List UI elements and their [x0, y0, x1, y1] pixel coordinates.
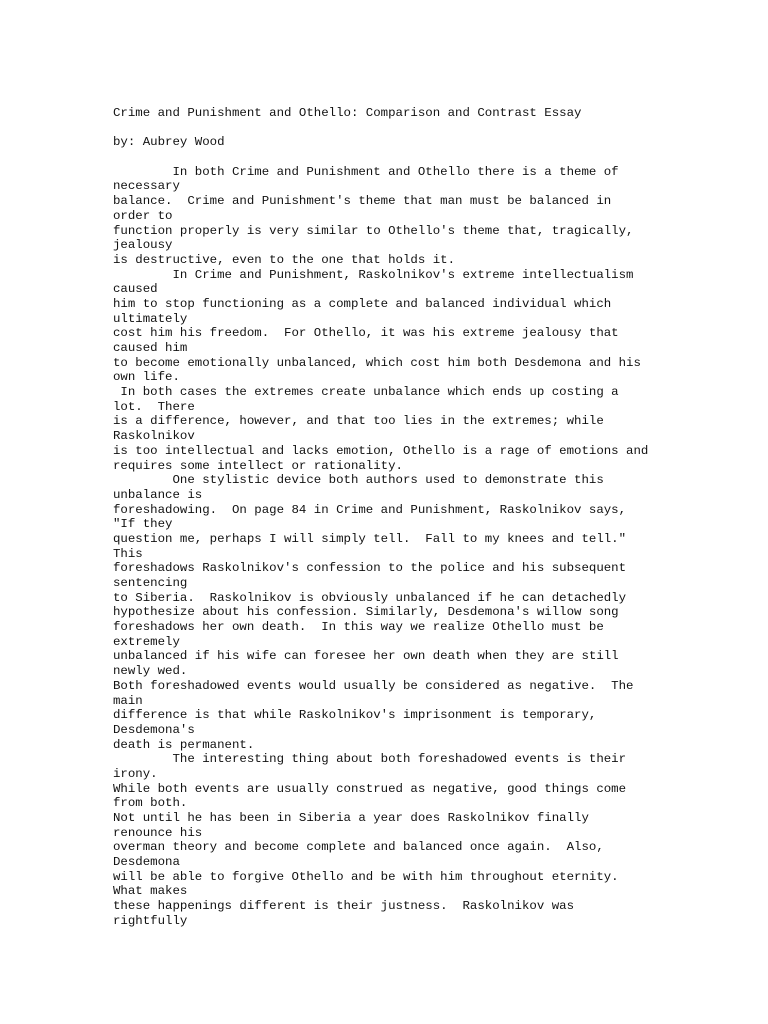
essay-line: The interesting thing about both foreshadowed events is their	[113, 752, 627, 767]
essay-line: main	[113, 693, 143, 708]
essay-line: requires some intellect or rationality.	[113, 458, 403, 473]
essay-line: is too intellectual and lacks emotion, Othello is a rage of emotions and	[113, 443, 649, 458]
essay-line: Both foreshadowed events would usually be considered as negative. The	[113, 678, 634, 693]
essay-line	[113, 150, 753, 165]
essay-line: own life.	[113, 370, 180, 385]
essay-line: will be able to forgive Othello and be with him throughout eternity.	[113, 869, 619, 884]
essay-line: In both Crime and Punishment and Othello there is a theme of	[113, 164, 619, 179]
essay-line: difference is that while Raskolnikov's imprisonment is temporary,	[113, 708, 597, 723]
essay-line: overman theory and become complete and balanced once again. Also,	[113, 840, 604, 855]
essay-line: lot. There	[113, 399, 195, 414]
essay-line: question me, perhaps I will simply tell. Fall to my knees and tell."	[113, 531, 627, 546]
essay-line: caused	[113, 282, 158, 297]
essay-line: cost him his freedom. For Othello, it was his extreme jealousy that	[113, 326, 619, 341]
essay-title: Crime and Punishment and Othello: Comparison and Contrast Essay	[113, 106, 582, 120]
essay-line: unbalance is	[113, 487, 203, 502]
essay-line: One stylistic device both authors used to demonstrate this	[113, 473, 604, 488]
essay-line: order to	[113, 208, 173, 223]
essay-line: foreshadows her own death. In this way we realize Othello must be	[113, 620, 604, 635]
essay-line: to become emotionally unbalanced, which cost him both Desdemona and his	[113, 355, 641, 370]
essay-byline: by: Aubrey Wood	[113, 135, 225, 150]
essay-line: extremely	[113, 634, 180, 649]
essay-line: is destructive, even to the one that holds it.	[113, 252, 456, 267]
essay-line: What makes	[113, 884, 188, 899]
essay-line: rightfully	[113, 913, 188, 928]
essay-line: Desdemona's	[113, 722, 195, 737]
essay-line: "If they	[113, 517, 173, 532]
essay-line: Not until he has been in Siberia a year does Raskolnikov finally	[113, 811, 589, 825]
essay-line: renounce his	[113, 825, 203, 840]
essay-line: caused him	[113, 341, 188, 355]
essay-line: In Crime and Punishment, Raskolnikov's extreme intellectualism	[113, 267, 634, 282]
essay-line	[113, 121, 753, 136]
essay-line: foreshadowing. On page 84 in Crime and Punishment, Raskolnikov says,	[113, 502, 627, 517]
essay-line: jealousy	[113, 238, 173, 253]
essay-line: unbalanced if his wife can foresee her own death when they are still	[113, 649, 619, 664]
essay-line: In both cases the extremes create unbalance which ends up costing a	[113, 385, 619, 400]
essay-line: from both.	[113, 796, 188, 811]
essay-line: balance. Crime and Punishment's theme that man must be balanced in	[113, 194, 612, 209]
essay-line: newly wed.	[113, 664, 188, 679]
essay-line: irony.	[113, 766, 158, 781]
essay-line: While both events are usually construed as negative, good things come	[113, 781, 627, 796]
essay-text	[113, 106, 753, 929]
essay-line: Desdemona	[113, 855, 180, 870]
essay-line: sentencing	[113, 576, 188, 590]
essay-line: hypothesize about his confession. Similarly, Desdemona's willow song	[113, 605, 619, 620]
essay-line: him to stop functioning as a complete and balanced individual which	[113, 296, 612, 311]
essay-line: is a difference, however, and that too lies in the extremes; while	[113, 414, 604, 429]
essay-line: This	[113, 546, 143, 561]
essay-line: Raskolnikov	[113, 429, 195, 444]
essay-line: foreshadows Raskolnikov's confession to the police and his subsequent	[113, 561, 627, 576]
essay-line: to Siberia. Raskolnikov is obviously unbalanced if he can detachedly	[113, 590, 627, 605]
essay-line: necessary	[113, 179, 180, 194]
essay-line: ultimately	[113, 311, 188, 326]
essay-line: function properly is very similar to Othello's theme that, tragically,	[113, 223, 634, 238]
essay-line: death is permanent.	[113, 737, 255, 752]
essay-line: these happenings different is their justness. Raskolnikov was	[113, 899, 575, 914]
